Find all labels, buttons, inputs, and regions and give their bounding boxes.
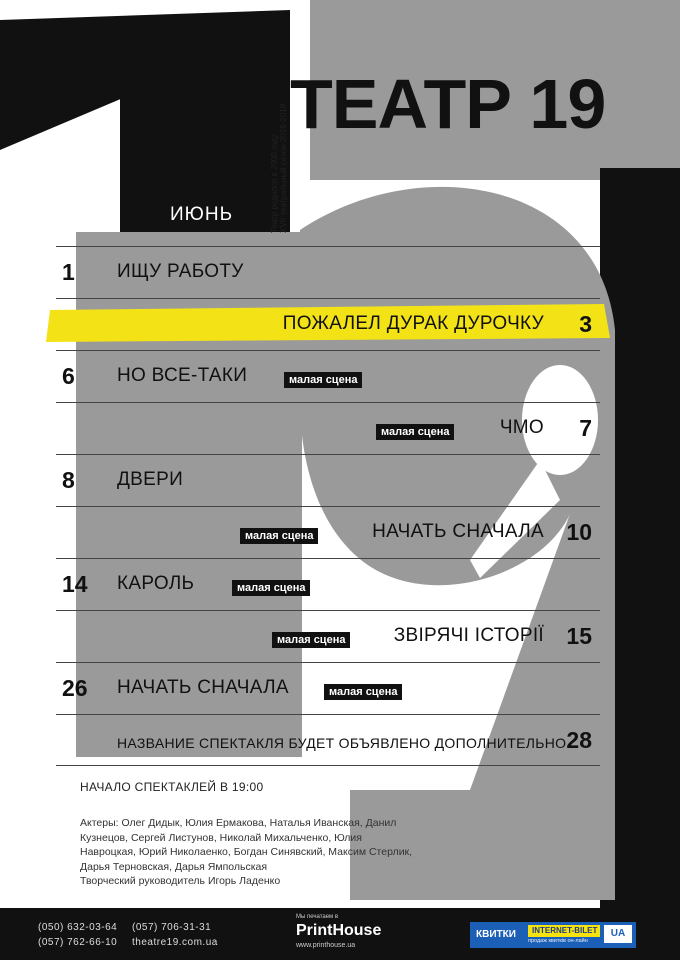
show-title: НАЧАТЬ СНАЧАЛА: [372, 521, 544, 542]
show-title: ДВЕРИ: [117, 469, 184, 490]
schedule-row: [56, 662, 600, 714]
small-stage-badge: малая сцена: [272, 632, 350, 648]
show-title: КАРОЛЬ: [117, 573, 195, 594]
kvitki-logo[interactable]: [470, 922, 636, 948]
show-day: 1: [62, 259, 75, 285]
printhouse-logo: PrintHouse: [296, 922, 382, 939]
schedule-row: [56, 350, 600, 402]
show-title: НАЗВАНИЕ СПЕКТАКЛЯ БУДЕТ ОБЪЯВЛЕНО ДОПОЛНИТЕЛЬНО: [117, 735, 567, 751]
month-label: ИЮНЬ: [170, 204, 234, 225]
show-title: НАЧАТЬ СНАЧАЛА: [117, 677, 289, 698]
theatre-note-line2: XVII театральный сезон 2018-2019: [279, 103, 288, 233]
schedule-row: [56, 402, 600, 454]
show-day: 28: [566, 727, 592, 753]
show-day: 8: [62, 467, 75, 493]
kvitki-brand: INTERNET-BILET: [528, 925, 600, 937]
schedule-row: [56, 506, 600, 558]
show-title: ЧМО: [499, 417, 544, 438]
show-title: ИЩУ РАБОТУ: [117, 261, 244, 282]
phone-number[interactable]: (057) 706-31-31: [132, 922, 212, 933]
printhouse-caption: Мы печатаем в: [296, 914, 339, 920]
show-title: ПОЖАЛЕЛ ДУРАК ДУРОЧКУ: [282, 313, 544, 334]
phone-number[interactable]: (057) 762-66-10: [38, 937, 118, 948]
kvitki-domain: UA: [604, 925, 632, 943]
show-day: 3: [579, 311, 592, 337]
schedule-row: [56, 454, 600, 506]
show-day: 15: [566, 623, 592, 649]
show-title: НО ВСЕ-ТАКИ: [117, 365, 248, 386]
schedule-row: [56, 246, 600, 298]
footer: [0, 908, 680, 960]
small-stage-badge: малая сцена: [284, 372, 362, 388]
printhouse-url[interactable]: www.printhouse.ua: [296, 942, 356, 949]
show-day: 6: [62, 363, 75, 389]
actors-list: Актеры: Олег Дидык, Юлия Ермакова, Наталья Иванская, Данил Кузнецов, Сергей Листунов, Николай Михальченко, Юлия Навроцкая, Юрий Николаенко, Богдан Синявский, Максим Стерлик, Дарья Терновская, Дарья Ямпольская: [80, 817, 413, 873]
theatre-note: [270, 88, 288, 233]
phone-number[interactable]: (050) 632-03-64: [38, 922, 118, 933]
show-title: ЗВІРЯЧІ ІСТОРІЇ: [393, 625, 544, 646]
small-stage-badge: малая сцена: [376, 424, 454, 440]
schedule: [56, 246, 600, 766]
small-stage-badge: малая сцена: [240, 528, 318, 544]
schedule-row: [56, 298, 600, 350]
schedule-row: [56, 610, 600, 662]
theatre-note-line1: Театр родился в 2000 году: [270, 134, 279, 233]
show-day: 26: [62, 675, 88, 701]
show-day: 14: [62, 571, 88, 597]
kvitki-caption: продаж квитків он-лайн: [528, 938, 588, 944]
start-time: НАЧАЛО СПЕКТАКЛЕЙ В 19:00: [80, 780, 264, 794]
poster-title: ТЕАТР 19: [290, 65, 606, 143]
show-day: 10: [566, 519, 592, 545]
kvitki-label: КВИТКИ: [476, 929, 516, 940]
small-stage-badge: малая сцена: [324, 684, 402, 700]
schedule-row: [56, 714, 600, 766]
schedule-row: [56, 558, 600, 610]
website-link[interactable]: theatre19.com.ua: [132, 937, 218, 948]
credits: [80, 816, 420, 889]
small-stage-badge: малая сцена: [232, 580, 310, 596]
director-credit: Творческий руководитель Игорь Ладенко: [80, 875, 281, 887]
show-day: 7: [579, 415, 592, 441]
